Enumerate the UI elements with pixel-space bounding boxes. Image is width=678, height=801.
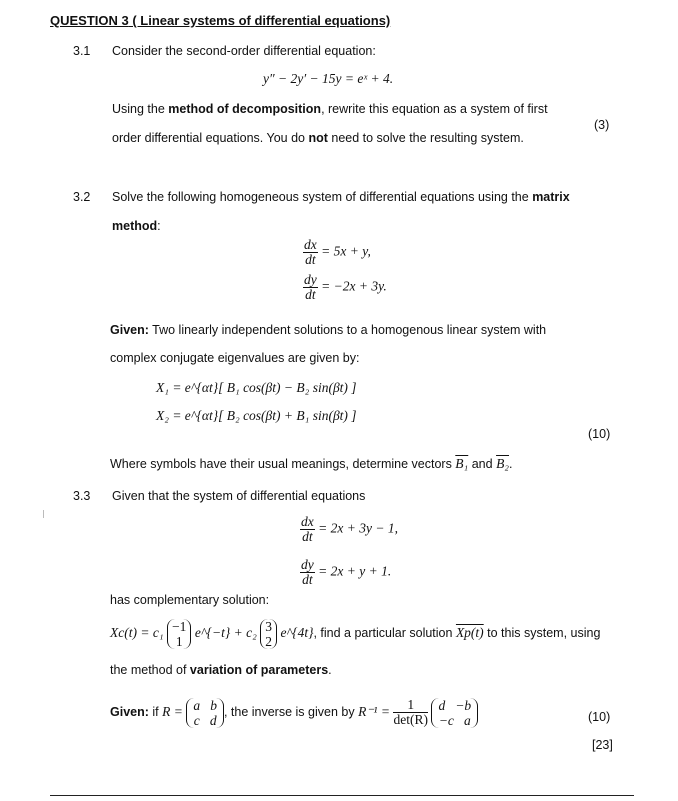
q32-x1-formula: X₁ = e^{αt}[ B₁ cos(βt) − B₂ sin(βt) ]: [156, 380, 357, 395]
q33-complementary-line: [110, 616, 600, 650]
q33-method-line: [110, 663, 332, 677]
q31-line1: [112, 102, 548, 116]
question-title: [50, 13, 390, 28]
q31-line1-pre: Using the: [112, 102, 169, 116]
q31-intro: Consider the second-order differential equation:: [112, 44, 376, 58]
q33-eq2-den: dt: [302, 572, 313, 587]
q33-eq2: [300, 558, 391, 587]
q32-given-label: Given:: [110, 323, 149, 337]
question-number: QUESTION 3: [50, 13, 129, 28]
q31-line2: [112, 131, 524, 145]
q33-find-text: , find a particular solution: [313, 626, 456, 640]
q32-eq2: [303, 273, 387, 302]
q33-eq1-den: dt: [302, 529, 313, 544]
q32-line2-post: :: [157, 219, 161, 233]
q32-eq1-rhs: = 5x + y,: [321, 243, 371, 259]
q33-m-b: b: [210, 697, 217, 713]
q31-line2-pre: order differential equations. You do: [112, 131, 309, 145]
q32-matrix-bold: matrix: [532, 190, 570, 204]
q33-i-a: d: [438, 697, 446, 713]
q33-rinv: R⁻¹ =: [358, 704, 390, 719]
q33-v1-top: −1: [172, 618, 187, 634]
q33-number: 3.3: [73, 489, 91, 503]
q33-frac-num: 1: [393, 698, 428, 713]
q33-exp1: e^{−t} + c₂: [194, 625, 257, 640]
q33-eq2-num: dy: [301, 557, 314, 572]
q32-x2-formula: X₂ = e^{αt}[ B₂ cos(βt) + B₁ sin(βt) ]: [156, 408, 357, 423]
q33-method-post: .: [328, 663, 332, 677]
q33-xp: Xp(t): [455, 625, 484, 640]
q31-line1-post: , rewrite this equation as a system of first: [321, 102, 548, 116]
q33-m-c: c: [193, 712, 200, 728]
q32-eq2-num: dy: [304, 272, 317, 287]
q31-number: 3.1: [73, 44, 91, 58]
q31-marks: (3): [594, 118, 610, 132]
q32-eq2-den: dt: [305, 287, 316, 302]
q31-line2-post: need to solve the resulting system.: [327, 131, 524, 145]
q33-i-d: a: [464, 712, 471, 728]
q32-vector-b1: B₁: [455, 456, 469, 471]
q33-m-a: a: [193, 697, 201, 713]
q33-marks: (10): [588, 710, 611, 724]
q32-line2: [112, 219, 161, 233]
q32-eq2-fraction: [303, 273, 318, 302]
q33-r-eq: R =: [162, 704, 183, 719]
q31-equation: y″ − 2y′ − 15y = eˣ + 4.: [263, 71, 394, 86]
q33-matrix-inverse: [431, 698, 478, 728]
q33-i-b: −b: [455, 697, 472, 713]
q33-intro: Given that the system of differential equations: [112, 489, 366, 503]
q33-i-c: −c: [438, 712, 454, 728]
q33-exp2: e^{4t}: [280, 625, 314, 640]
q33-eq2-rhs: = 2x + y + 1.: [318, 563, 392, 579]
q33-eq1: [300, 515, 398, 544]
q32-method-bold: method: [112, 219, 158, 233]
q32-given-line2: complex conjugate eigenvalues are given by:: [110, 351, 360, 365]
q31-method-bold: method of decomposition: [168, 102, 322, 116]
q33-xc-lhs: Xc(t) = c₁: [110, 625, 164, 640]
q33-eq1-fraction: [300, 515, 315, 544]
q32-where-end: .: [509, 457, 513, 471]
q33-det-fraction: [393, 698, 428, 727]
question-total-marks: [23]: [592, 738, 613, 752]
q33-comp-label: has complementary solution:: [110, 593, 270, 607]
q33-vector-1: [167, 619, 191, 649]
q33-v2-bot: 2: [265, 633, 272, 649]
q32-eq1-num: dx: [304, 237, 317, 252]
q33-given-line: [110, 693, 478, 731]
q33-frac-den: det(R): [393, 712, 428, 728]
q33-v1-bot: 1: [175, 633, 183, 649]
q32-vector-b2: B₂: [496, 456, 510, 471]
margin-mark: [43, 510, 44, 518]
q33-matrix-r: [186, 698, 224, 728]
q33-vector-2: [260, 619, 277, 649]
q32-where-pre: Where symbols have their usual meanings, determine vectors: [110, 457, 456, 471]
q32-where-line: [110, 456, 513, 472]
q32-number: 3.2: [73, 190, 91, 204]
q32-marks: (10): [588, 427, 611, 441]
q32-eq1-fraction: [303, 238, 318, 267]
q33-v2-top: 3: [265, 618, 272, 634]
page-bottom-rule: [50, 795, 634, 796]
q31-not-bold: not: [308, 131, 328, 145]
q32-eq1-den: dt: [305, 252, 316, 267]
question-topic: ( Linear systems of differential equations): [128, 13, 391, 28]
q33-eq2-fraction: [300, 558, 315, 587]
q33-given-label: Given:: [110, 705, 149, 719]
q32-eq2-rhs: = −2x + 3y.: [321, 278, 387, 294]
q33-m-d: d: [209, 712, 217, 728]
q33-method-pre: the method of: [110, 663, 190, 677]
q32-given-text1: Two linearly independent solutions to a homogenous linear system with: [148, 323, 547, 337]
q33-find-post: to this system, using: [483, 626, 601, 640]
q33-eq1-rhs: = 2x + 3y − 1,: [318, 520, 398, 536]
q33-method-bold: variation of parameters: [189, 663, 329, 677]
q33-eq1-num: dx: [301, 514, 314, 529]
q32-line1-pre: Solve the following homogeneous system of differential equations using the: [112, 190, 533, 204]
q32-eq1: [303, 238, 371, 267]
q32-where-and: and: [468, 457, 497, 471]
q33-given-if: if: [148, 705, 163, 719]
q32-line1: [112, 190, 570, 204]
q33-inverse-text: , the inverse is given by: [223, 705, 359, 719]
q32-given-line1: [110, 323, 546, 337]
